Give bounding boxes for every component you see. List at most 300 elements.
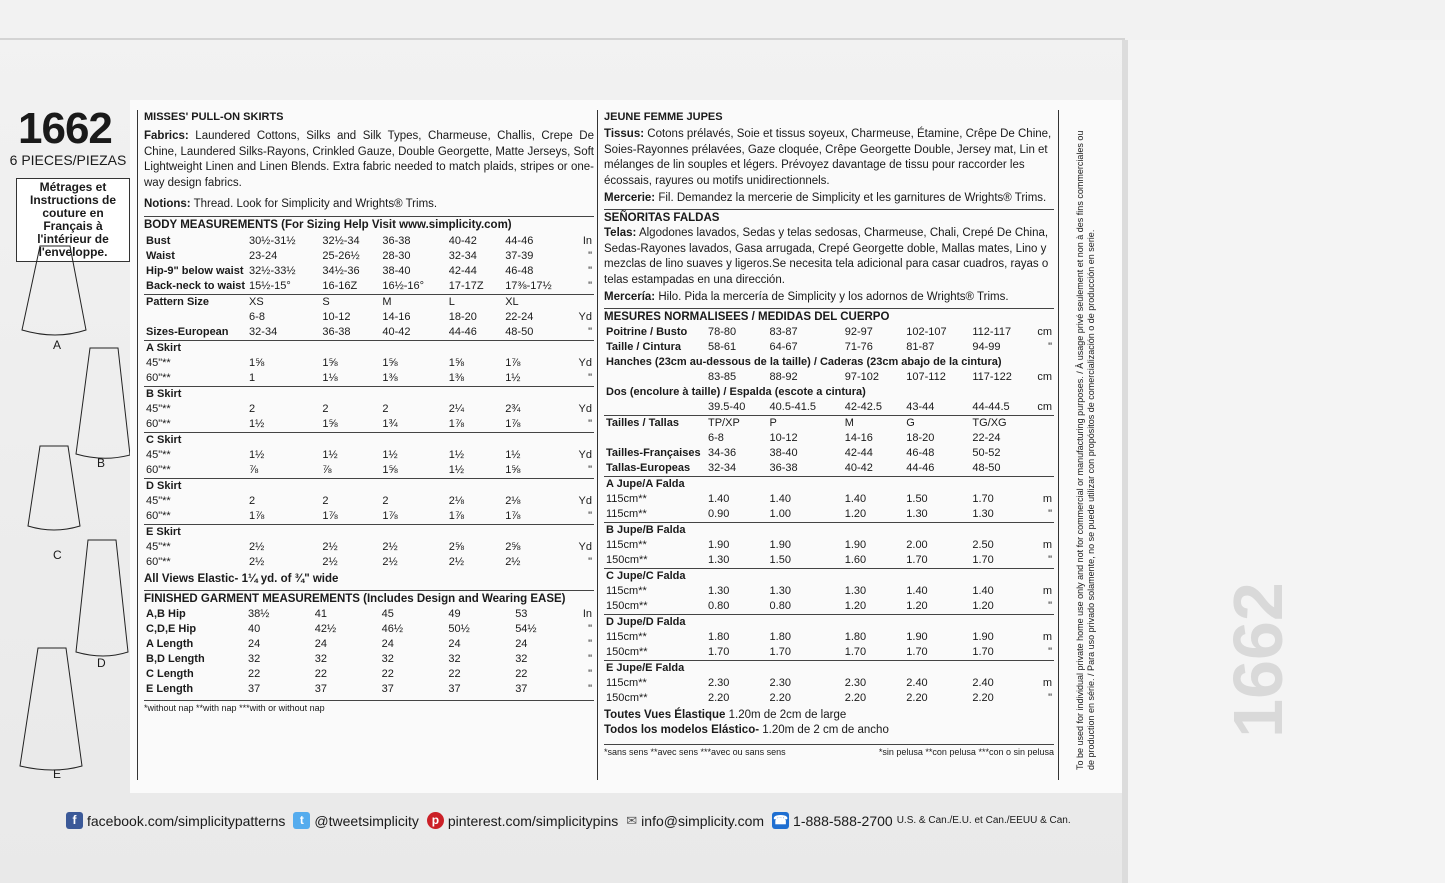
fr-body-row bbox=[604, 340, 1054, 355]
row-value: 1⅝ bbox=[382, 464, 398, 476]
row-value: 2¾ bbox=[505, 403, 521, 415]
fr-elastic-label: Toutes Vues Élastique bbox=[604, 709, 726, 721]
row-value: 18-20 bbox=[906, 432, 935, 444]
row-value: M bbox=[844, 417, 854, 429]
english-elastic: All Views Elastic- 1¼ yd. of ¾" wide bbox=[144, 573, 339, 585]
row-value: 36-38 bbox=[322, 326, 351, 338]
row-value: XS bbox=[249, 296, 264, 308]
row-unit bbox=[1035, 431, 1054, 446]
row-value: 17⅜-17½ bbox=[505, 280, 552, 292]
row-value: 2.30 bbox=[844, 677, 867, 689]
view-label-a: A bbox=[53, 338, 62, 352]
row-value: 1⅞ bbox=[382, 510, 398, 522]
row-unit: " bbox=[588, 250, 592, 262]
row-value: 88-92 bbox=[769, 371, 798, 383]
row-value: 14-16 bbox=[382, 311, 411, 323]
row-value bbox=[503, 525, 576, 541]
row-value: 34-36 bbox=[708, 447, 737, 459]
row-value: 14-16 bbox=[844, 432, 873, 444]
fr-size-row bbox=[604, 416, 1054, 432]
row-unit: Yd bbox=[578, 449, 592, 461]
row-label: 45"** bbox=[146, 449, 171, 461]
row-value bbox=[904, 615, 970, 631]
row-value bbox=[447, 525, 503, 541]
row-value: 1.80 bbox=[769, 631, 791, 643]
email-link[interactable]: info@simplicity.com bbox=[641, 812, 765, 829]
row-label: 150cm** bbox=[606, 646, 648, 658]
row-unit bbox=[1035, 416, 1054, 432]
row-value: 23-24 bbox=[249, 250, 278, 262]
row-label: B Skirt bbox=[146, 388, 182, 400]
row-value: 117-122 bbox=[972, 371, 1012, 383]
row-label: Pattern Size bbox=[146, 296, 209, 308]
row-value bbox=[970, 477, 1035, 493]
fr-yardage-row bbox=[604, 599, 1054, 615]
row-label: Poitrine / Busto bbox=[606, 326, 688, 338]
row-label bbox=[604, 400, 706, 416]
fr-yardage-view-row bbox=[604, 661, 1054, 677]
row-value: 42-44 bbox=[844, 447, 873, 459]
finished-row bbox=[144, 652, 594, 667]
facebook-icon: f bbox=[66, 812, 83, 829]
fr-yardage-row bbox=[604, 584, 1054, 599]
row-value: 1.20 bbox=[844, 600, 867, 612]
row-unit: " bbox=[1048, 600, 1052, 612]
row-value: 1.40 bbox=[769, 493, 791, 505]
row-label: 115cm** bbox=[606, 677, 647, 689]
row-value: 32 bbox=[448, 653, 461, 665]
row-value bbox=[843, 615, 905, 631]
row-value: 83-87 bbox=[769, 326, 798, 338]
row-value: 2 bbox=[322, 403, 329, 415]
view-label-e: E bbox=[53, 767, 62, 781]
fr-body-row bbox=[604, 325, 1054, 340]
row-unit: " bbox=[588, 326, 592, 338]
row-value: 50-52 bbox=[972, 447, 1001, 459]
fr-yardage-row bbox=[604, 645, 1054, 661]
row-unit: cm bbox=[1037, 371, 1052, 383]
row-unit: " bbox=[588, 638, 592, 650]
row-unit: " bbox=[588, 464, 592, 476]
notions-text: Thread. Look for Simplicity and Wrights® Trims. bbox=[193, 198, 438, 210]
row-value: 22 bbox=[248, 668, 261, 680]
row-value: 1⅝ bbox=[448, 357, 465, 369]
row-value: 46-48 bbox=[906, 447, 935, 459]
row-value bbox=[447, 387, 503, 403]
english-fabrics bbox=[144, 129, 594, 191]
row-value: 16½-16° bbox=[382, 280, 425, 292]
row-value: 48-50 bbox=[505, 326, 534, 338]
body-measure-row bbox=[144, 249, 594, 264]
fr-euro-size-row bbox=[604, 461, 1054, 477]
row-unit: Yd bbox=[578, 495, 592, 507]
row-value: 36-38 bbox=[382, 235, 411, 247]
fr-yardage-view-row bbox=[604, 523, 1054, 539]
row-value: 1.70 bbox=[906, 554, 928, 566]
row-value: 1.40 bbox=[906, 585, 928, 597]
row-value bbox=[706, 523, 768, 539]
row-value: 1⅞ bbox=[322, 510, 338, 522]
divider-mid bbox=[597, 110, 598, 780]
row-unit: " bbox=[1048, 508, 1052, 520]
dos-label-row bbox=[604, 385, 1054, 400]
row-value: 41 bbox=[314, 608, 328, 620]
english-title: MISSES' PULL-ON SKIRTS bbox=[144, 111, 284, 123]
row-label: D Jupe/D Falda bbox=[606, 616, 686, 628]
flap-fold bbox=[1122, 40, 1128, 883]
row-value: 1⅞ bbox=[448, 510, 465, 522]
row-value: 1⅞ bbox=[448, 418, 465, 430]
row-label: E Skirt bbox=[146, 526, 181, 538]
row-label: Hip-9" below waist bbox=[146, 265, 244, 277]
row-value bbox=[970, 523, 1035, 539]
pieces-count: 6 PIECES/PIEZAS bbox=[9, 152, 127, 168]
row-value: 54½ bbox=[515, 623, 537, 635]
fr-yardage-row bbox=[604, 492, 1054, 507]
row-value bbox=[503, 433, 576, 449]
row-unit: Yd bbox=[578, 357, 592, 369]
row-unit: " bbox=[1048, 554, 1052, 566]
yardage-view-row bbox=[144, 525, 594, 541]
row-value bbox=[380, 525, 446, 541]
row-value: 45 bbox=[381, 608, 394, 620]
body-measure-row bbox=[144, 279, 594, 295]
row-value: 44-44.5 bbox=[972, 401, 1010, 413]
view-label-d: D bbox=[97, 656, 106, 670]
row-label: Tailles-Françaises bbox=[606, 447, 701, 459]
row-label: 60"** bbox=[146, 372, 171, 384]
row-value: 1⅝ bbox=[322, 418, 338, 430]
skirt-e-drawing bbox=[20, 648, 82, 770]
yardage-row bbox=[144, 356, 594, 371]
row-value: 32-34 bbox=[708, 462, 737, 474]
row-value: 2 bbox=[249, 403, 256, 415]
row-value: 0.80 bbox=[769, 600, 791, 612]
row-label: Waist bbox=[146, 250, 175, 262]
row-value: 1.50 bbox=[906, 493, 928, 505]
row-value bbox=[380, 433, 446, 449]
row-value bbox=[320, 387, 380, 403]
row-value: 92-97 bbox=[844, 326, 873, 338]
row-value: 1½ bbox=[448, 449, 465, 461]
row-value: 78-80 bbox=[708, 326, 737, 338]
row-value: 2.40 bbox=[972, 677, 994, 689]
row-value: 30½-31½ bbox=[249, 235, 296, 247]
finished-measurements-title: FINISHED GARMENT MEASUREMENTS (Includes Design and Wearing EASE) bbox=[144, 590, 594, 607]
row-value: 36-38 bbox=[769, 462, 798, 474]
row-value: 2⅝ bbox=[505, 541, 521, 553]
row-label: E Length bbox=[146, 683, 194, 695]
row-label: 150cm** bbox=[606, 554, 648, 566]
row-label: Tallas-Europeas bbox=[606, 462, 691, 474]
fr-yardage-row bbox=[604, 676, 1054, 691]
es-footnote: *sin pelusa **con pelusa ***con o sin pelusa bbox=[878, 747, 1054, 757]
row-label: 115cm** bbox=[606, 539, 647, 551]
english-column bbox=[144, 110, 594, 716]
fr-french-size-row bbox=[604, 446, 1054, 461]
row-unit bbox=[1035, 569, 1054, 585]
row-value: 1.00 bbox=[769, 508, 791, 520]
row-value: 22 bbox=[448, 668, 461, 680]
row-label: 60"** bbox=[146, 556, 171, 568]
row-value: 32-34 bbox=[249, 326, 278, 338]
row-value: 32 bbox=[515, 653, 528, 665]
row-value bbox=[447, 479, 503, 495]
row-value: 42-42.5 bbox=[844, 401, 883, 413]
body-measure-row bbox=[144, 234, 594, 249]
english-notions bbox=[144, 197, 594, 212]
row-value: 32½-33½ bbox=[249, 265, 296, 277]
row-label: 115cm** bbox=[606, 585, 647, 597]
row-value: 2⅝ bbox=[448, 541, 465, 553]
row-value: 107-112 bbox=[906, 371, 946, 383]
row-value: 1½ bbox=[505, 372, 521, 384]
row-unit bbox=[577, 433, 594, 449]
row-value: 38-40 bbox=[382, 265, 411, 277]
row-value: 1⅞ bbox=[505, 418, 521, 430]
row-value: 22-24 bbox=[505, 311, 534, 323]
row-unit bbox=[577, 295, 594, 311]
phone-icon: ☎ bbox=[773, 813, 789, 827]
view-thumbnails bbox=[0, 240, 130, 780]
facebook-link[interactable]: facebook.com/simplicitypatterns bbox=[87, 812, 286, 829]
fr-yardage-row bbox=[604, 553, 1054, 569]
row-value: 1.30 bbox=[769, 585, 791, 597]
row-value: 1.60 bbox=[844, 554, 867, 566]
english-footnote: *without nap **with nap ***with or without nap bbox=[144, 700, 594, 716]
row-value: 2½ bbox=[249, 556, 265, 568]
english-measurement-table bbox=[144, 234, 594, 570]
row-unit: " bbox=[588, 683, 592, 695]
row-value: 22 bbox=[381, 668, 394, 680]
row-value: 2.20 bbox=[906, 692, 928, 704]
row-unit: " bbox=[588, 372, 592, 384]
row-unit bbox=[1035, 523, 1054, 539]
row-value: 2½ bbox=[249, 541, 265, 553]
fr-measurement-table bbox=[604, 325, 1054, 706]
skirt-d-drawing bbox=[76, 540, 128, 656]
row-unit: " bbox=[588, 280, 592, 292]
row-value: 97-102 bbox=[844, 371, 879, 383]
fr-fabrics bbox=[604, 127, 1054, 189]
es-fabrics-text: Algodones lavados, Sedas y telas sedosas, Charmeuse, Chali, Crepé De China, Sedas-Rayones lavados, Gasa arrugada, Crepé Georgette doble, Mallas mates, Lino y mezclas de lino suaves y ligeros.Se necesita tela adicional para casar cuadros, rayas o telas estampadas en una dirección. bbox=[604, 227, 1049, 286]
row-value: 38-40 bbox=[769, 447, 798, 459]
row-value: 1.50 bbox=[769, 554, 791, 566]
row-value: 44-46 bbox=[906, 462, 935, 474]
row-value: 1.90 bbox=[769, 539, 791, 551]
row-value: 1.20 bbox=[972, 600, 994, 612]
row-value: 16-16Z bbox=[322, 280, 358, 292]
fr-footnote: *sans sens **avec sens ***avec ou sans sens bbox=[604, 747, 786, 757]
yardage-view-row bbox=[144, 341, 594, 357]
footer-contacts bbox=[66, 812, 1071, 829]
row-value: 32-34 bbox=[448, 250, 477, 262]
row-value: 24 bbox=[448, 638, 461, 650]
row-value: 2 bbox=[382, 495, 389, 507]
dos-row bbox=[604, 400, 1054, 416]
row-label: A,B Hip bbox=[146, 608, 186, 620]
skirt-b-drawing bbox=[76, 348, 130, 458]
row-unit bbox=[577, 479, 594, 495]
es-notions-label: Mercería: bbox=[604, 291, 656, 303]
row-value: 2 bbox=[382, 403, 389, 415]
email-icon: ✉ bbox=[626, 812, 638, 828]
yardage-row bbox=[144, 402, 594, 417]
fr-yardage-row bbox=[604, 630, 1054, 645]
row-value: 83-85 bbox=[708, 371, 737, 383]
row-value: 40-42 bbox=[448, 235, 477, 247]
row-value: 1.80 bbox=[844, 631, 867, 643]
row-value bbox=[380, 341, 446, 357]
row-value: 2⅛ bbox=[505, 495, 521, 507]
row-value: 1.70 bbox=[972, 554, 994, 566]
row-value: 2.30 bbox=[769, 677, 791, 689]
row-label: 60"** bbox=[146, 418, 171, 430]
skirt-line-drawings bbox=[0, 240, 130, 780]
finished-row bbox=[144, 622, 594, 637]
row-label: 45"** bbox=[146, 403, 171, 415]
row-value: 1.70 bbox=[972, 646, 994, 658]
pattern-number: 1662 bbox=[18, 104, 112, 153]
pinterest-link[interactable]: pinterest.com/simplicitypins bbox=[447, 812, 619, 829]
row-unit: " bbox=[588, 265, 592, 277]
row-value bbox=[247, 479, 320, 495]
row-value: 48-50 bbox=[972, 462, 1001, 474]
row-value: 22 bbox=[515, 668, 528, 680]
view-label-b: B bbox=[97, 456, 106, 470]
yardage-row bbox=[144, 494, 594, 509]
dos-label: Dos (encolure à taille) / Espalda (escote a cintura) bbox=[606, 386, 866, 398]
yardage-row bbox=[144, 417, 594, 433]
row-unit bbox=[1035, 615, 1054, 631]
row-label: C Jupe/C Falda bbox=[606, 570, 686, 582]
fr-elastic bbox=[604, 708, 1054, 723]
fr-footnotes bbox=[604, 744, 1054, 760]
size-number-row bbox=[144, 310, 594, 325]
row-label: 45"** bbox=[146, 357, 171, 369]
row-value: 46-48 bbox=[505, 265, 534, 277]
row-value bbox=[904, 477, 970, 493]
phone-number[interactable]: 1-888-588-2700 bbox=[793, 812, 893, 829]
row-value bbox=[768, 661, 843, 677]
fabrics-label: Fabrics: bbox=[144, 130, 189, 142]
es-elastic-label: Todos los modelos Elástico- bbox=[604, 724, 760, 736]
row-unit bbox=[1035, 661, 1054, 677]
row-value: 1⅞ bbox=[505, 510, 521, 522]
fr-notions bbox=[604, 191, 1054, 206]
row-value: ⅞ bbox=[322, 464, 332, 476]
row-value bbox=[447, 433, 503, 449]
row-value: 1⅝ bbox=[505, 464, 521, 476]
row-value: 22-24 bbox=[972, 432, 1001, 444]
row-value: 1¾ bbox=[382, 418, 398, 430]
row-value: 44-46 bbox=[448, 326, 477, 338]
row-label: 45"** bbox=[146, 495, 171, 507]
row-value bbox=[247, 525, 320, 541]
row-unit: " bbox=[588, 510, 592, 522]
yardage-row bbox=[144, 448, 594, 463]
row-unit: " bbox=[588, 418, 592, 430]
row-value: 94-99 bbox=[972, 341, 1001, 353]
row-value bbox=[503, 387, 576, 403]
row-label bbox=[144, 310, 247, 325]
row-value: 49 bbox=[448, 608, 461, 620]
row-value: 81-87 bbox=[906, 341, 935, 353]
finished-row bbox=[144, 607, 594, 622]
es-elastic bbox=[604, 723, 1054, 738]
row-value: 2.20 bbox=[769, 692, 791, 704]
fr-elastic-text: 1.20m de 2cm de large bbox=[728, 709, 847, 721]
twitter-link[interactable]: @tweetsimplicity bbox=[314, 812, 419, 829]
row-unit: Yd bbox=[578, 311, 592, 323]
view-label-c: C bbox=[53, 548, 62, 562]
row-value: 1.40 bbox=[844, 493, 867, 505]
row-value: 2.20 bbox=[844, 692, 867, 704]
row-value: 1½ bbox=[249, 418, 265, 430]
row-label: E Jupe/E Falda bbox=[606, 662, 685, 674]
row-value: 37-39 bbox=[505, 250, 534, 262]
row-value: 24 bbox=[515, 638, 528, 650]
row-value: 1½ bbox=[322, 449, 338, 461]
row-value bbox=[247, 341, 320, 357]
row-value: 64-67 bbox=[769, 341, 798, 353]
yardage-view-row bbox=[144, 387, 594, 403]
hanches-label-row bbox=[604, 355, 1054, 370]
row-value: 44-46 bbox=[505, 235, 534, 247]
row-value: P bbox=[769, 417, 777, 429]
row-label: 115cm** bbox=[606, 508, 647, 520]
row-unit bbox=[1035, 446, 1054, 461]
row-label: 60"** bbox=[146, 510, 171, 522]
row-value: 1½ bbox=[448, 464, 465, 476]
row-label bbox=[604, 370, 706, 385]
pinterest-icon: p bbox=[427, 812, 444, 829]
finished-row bbox=[144, 667, 594, 682]
envelope-flap bbox=[1122, 40, 1445, 883]
phone-region: U.S. & Can./E.U. et Can./EEUU & Can. bbox=[896, 815, 1071, 826]
es-elastic-text: 1.20m de 2 cm de ancho bbox=[762, 724, 889, 736]
row-value: 18-20 bbox=[448, 311, 477, 323]
row-value: 1⅞ bbox=[505, 357, 521, 369]
row-value bbox=[768, 523, 843, 539]
row-value: 43-44 bbox=[906, 401, 935, 413]
row-value: 1.30 bbox=[972, 508, 994, 520]
row-unit: cm bbox=[1037, 326, 1052, 338]
row-label: B Jupe/B Falda bbox=[606, 524, 686, 536]
row-label: 45"** bbox=[146, 541, 171, 553]
row-value: 2½ bbox=[448, 556, 465, 568]
row-value: 0.90 bbox=[708, 508, 730, 520]
row-value: ⅞ bbox=[249, 464, 259, 476]
row-value: 6-8 bbox=[249, 311, 265, 323]
row-unit: " bbox=[1048, 646, 1052, 658]
row-value bbox=[247, 387, 320, 403]
row-value bbox=[380, 479, 446, 495]
row-unit: " bbox=[1048, 692, 1052, 704]
notions-label: Notions: bbox=[144, 198, 191, 210]
row-value: 1 bbox=[249, 372, 256, 384]
row-value: 37 bbox=[314, 683, 328, 695]
row-value: 1.20 bbox=[844, 508, 867, 520]
row-unit bbox=[577, 525, 594, 541]
row-value: 112-117 bbox=[972, 326, 1012, 338]
finished-measurement-table bbox=[144, 607, 594, 697]
fr-fabrics-label: Tissus: bbox=[604, 128, 645, 140]
row-value: 22 bbox=[314, 668, 328, 680]
body-measurements-title: BODY MEASUREMENTS (For Sizing Help Visit www.simplicity.com) bbox=[144, 216, 594, 233]
row-label: A Jupe/A Falda bbox=[606, 478, 685, 490]
row-value: 1½ bbox=[249, 449, 265, 461]
